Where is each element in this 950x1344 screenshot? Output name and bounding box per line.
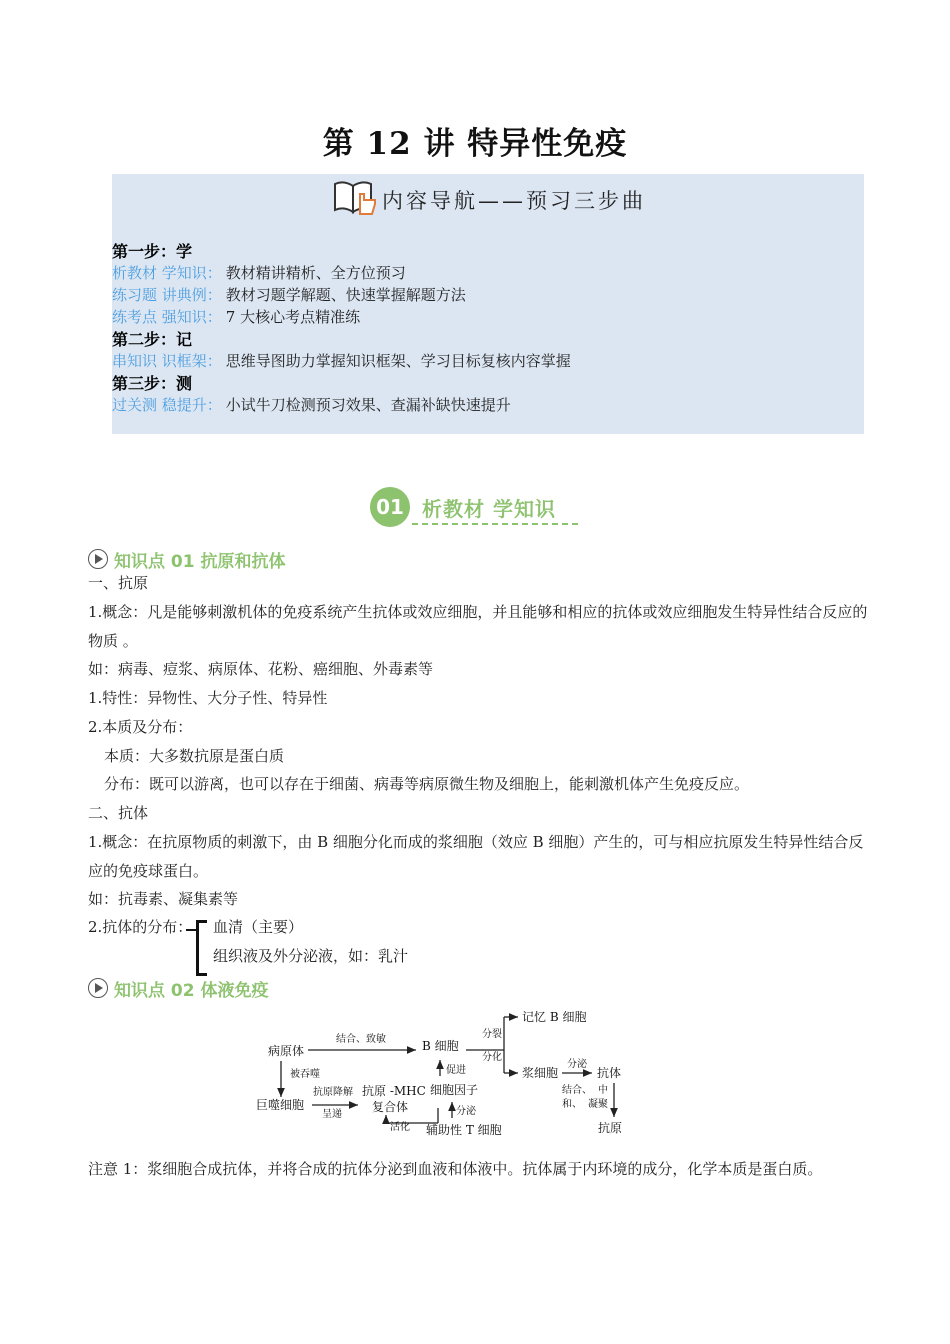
knowledge-point-2-title: 知识点 02 体液免疫: [114, 980, 269, 1001]
nav-line-4-text: 思维导图助力掌握知识框架、学习目标复核内容掌握: [225, 352, 571, 370]
label-bind-4: 凝聚: [588, 1099, 608, 1110]
antigen-concept: 1.概念：凡是能够刺激机体的免疫系统产生抗体或效应细胞，并且能够和相应的抗体或效应细胞发生特异性结合反应的物质 。: [88, 603, 868, 650]
nav-line-3-label: 练考点 强知识：: [112, 308, 222, 326]
antibody-heading: 二、抗体: [88, 804, 149, 822]
nav-line-4: [112, 350, 571, 371]
node-cytokine: 细胞因子: [430, 1083, 479, 1097]
node-antigen: 抗原: [598, 1121, 623, 1135]
section-banner: [370, 486, 556, 528]
node-pathogen: 病原体: [268, 1044, 305, 1058]
nav-line-4-label: 串知识 识框架：: [112, 352, 222, 370]
nav-line-2-text: 教材习题学解题、快速掌握解题方法: [225, 286, 466, 304]
nav-line-2: [112, 284, 466, 305]
knowledge-point-1-title: 知识点 01 抗原和抗体: [114, 551, 286, 572]
step-1-label: 第一步：学: [112, 242, 193, 261]
node-helper-t-cell: 辅助性 T 细胞: [426, 1123, 502, 1137]
label-activate: 活化: [390, 1122, 410, 1133]
label-bind-2: 中: [598, 1085, 608, 1096]
antigen-nature-heading: 2.本质及分布：: [88, 718, 193, 736]
label-secrete-cytokine: 分泌: [456, 1106, 476, 1117]
node-plasma-cell: 浆细胞: [522, 1066, 559, 1080]
label-bind-sensitize: 结合、致敏: [336, 1034, 386, 1045]
knowledge-point-2-heading: [88, 975, 269, 1001]
label-secrete-antibody: 分泌: [567, 1059, 587, 1070]
node-memory-b-cell: 记忆 B 细胞: [522, 1010, 587, 1024]
humoral-immunity-diagram: [250, 1005, 640, 1145]
play-circle-icon: [88, 549, 108, 569]
antigen-properties: 1.特性：异物性、大分子性、特异性: [88, 689, 328, 707]
label-differentiate: 分化: [482, 1052, 502, 1063]
section-number-badge: 01: [370, 487, 410, 527]
node-b-cell: B 细胞: [422, 1039, 459, 1053]
section-title: 析教材 学知识: [422, 496, 556, 521]
antigen-nature: 本质：大多数抗原是蛋白质: [104, 747, 285, 765]
nav-line-3-text: 7 大核心考点精准练: [225, 308, 361, 326]
label-present: 呈递: [322, 1109, 342, 1120]
nav-line-1: [112, 262, 406, 283]
label-divide: 分裂: [482, 1029, 502, 1040]
antigen-heading: 一、抗原: [88, 574, 149, 592]
step-3-label: 第三步：测: [112, 374, 193, 393]
nav-line-5: [112, 394, 511, 415]
label-promote: 促进: [446, 1065, 466, 1076]
label-engulfed: 被吞噬: [290, 1069, 320, 1080]
label-bind-1: 结合、: [562, 1085, 592, 1096]
antigen-distribution: 分布：既可以游离，也可以存在于细菌、病毒等病原微生物及细胞上，能刺激机体产生免疫反应。: [104, 775, 750, 793]
label-bind-3: 和、: [562, 1099, 582, 1110]
nav-line-5-text: 小试牛刀检测预习效果、查漏补缺快速提升: [225, 396, 511, 414]
antibody-location-1: 血清（主要）: [213, 918, 304, 936]
note-1: 注意 1：浆细胞合成抗体，并将合成的抗体分泌到血液和体液中。抗体属于内环境的成分，化学本质是蛋白质。: [88, 1160, 823, 1178]
antibody-examples: 如：抗毒素、凝集素等: [88, 890, 239, 908]
antigen-examples: 如：病毒、痘浆、病原体、花粉、癌细胞、外毒素等: [88, 660, 434, 678]
nav-heading-text: 内容导航——预习三步曲: [382, 189, 646, 213]
node-antigen-mhc: 抗原 -MHC: [362, 1084, 426, 1098]
antibody-concept: 1.概念：在抗原物质的刺激下，由 B 细胞分化而成的浆细胞（效应 B 细胞）产生的，可与相应抗原发生特异性结合反应的免疫球蛋白。: [88, 833, 864, 880]
node-complex: 复合体: [372, 1100, 409, 1114]
label-antigen-degrade: 抗原降解: [313, 1087, 353, 1098]
nav-line-5-label: 过关测 稳提升：: [112, 396, 222, 414]
antibody-distribution-label: 2.抗体的分布：: [88, 918, 193, 936]
nav-line-3: [112, 306, 360, 327]
nav-heading: [332, 178, 646, 222]
antibody-location-2: 组织液及外分泌液，如：乳汁: [213, 947, 409, 965]
nav-line-1-text: 教材精讲精析、全方位预习: [225, 264, 406, 282]
brace: [196, 920, 207, 976]
node-macrophage: 巨噬细胞: [256, 1098, 305, 1112]
book-hand-icon: [332, 176, 378, 224]
node-antibody: 抗体: [597, 1066, 622, 1080]
section-underline: [412, 523, 578, 525]
page-title: 第 12 讲 特异性免疫: [322, 126, 628, 162]
nav-line-1-label: 析教材 学知识：: [112, 264, 222, 282]
step-2-label: 第二步：记: [112, 330, 193, 349]
brace-stem: [186, 929, 196, 931]
nav-line-2-label: 练习题 讲典例：: [112, 286, 222, 304]
play-circle-icon: [88, 978, 108, 998]
